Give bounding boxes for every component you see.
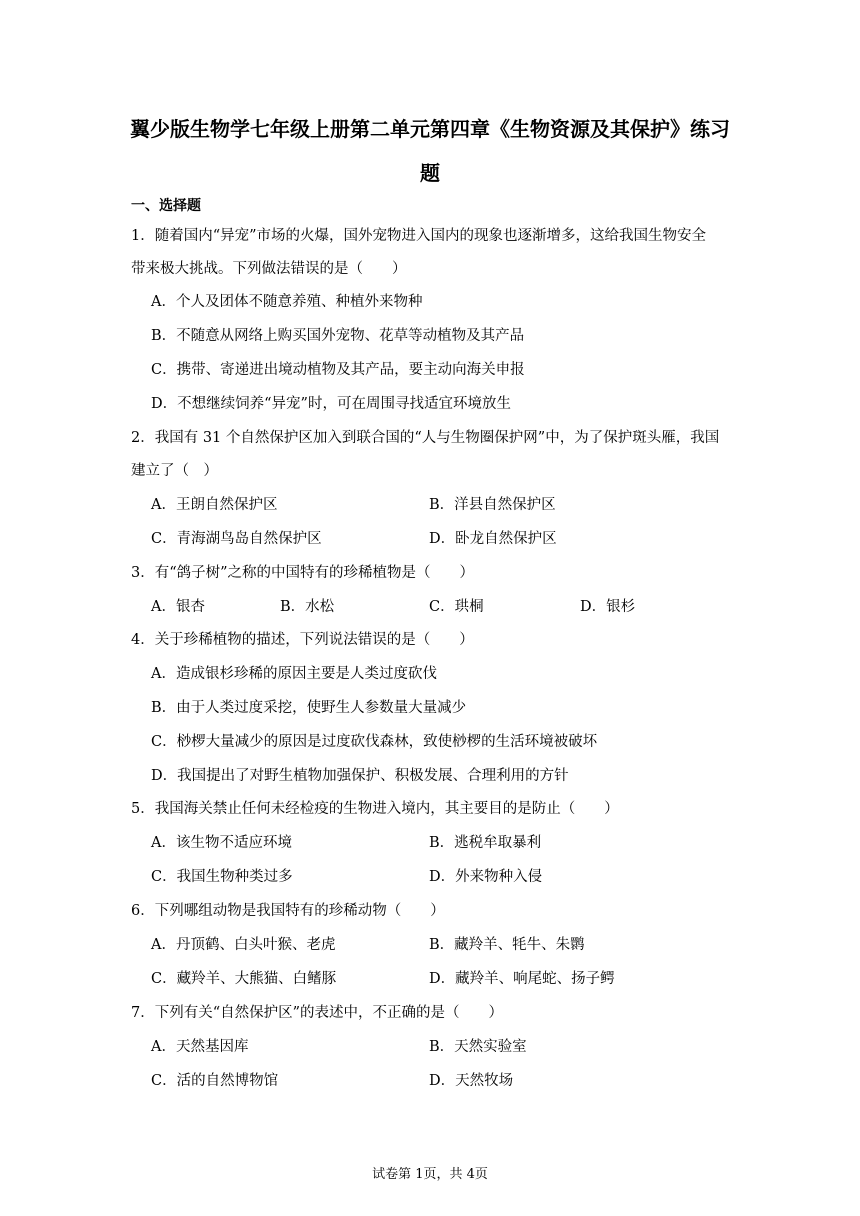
question-3-option-b: B．水松 [280, 599, 335, 615]
question-7-option-a: A．天然基因库 [151, 1039, 249, 1055]
question-2-option-a: A．王朗自然保护区 [151, 497, 278, 513]
question-2-stem-line-2: 建立了（ ） [131, 463, 218, 479]
question-4-option-b: B．由于人类过度采挖，使野生人参数量大量减少 [151, 700, 467, 716]
question-5-option-c: C．我国生物种类过多 [151, 869, 293, 885]
question-3-option-a: A．银杏 [151, 599, 205, 615]
question-1-option-b: B．不随意从网络上购买国外宠物、花草等动植物及其产品 [151, 328, 525, 344]
question-1-stem-line-2: 带来极大挑战。下列做法错误的是（ ） [131, 261, 407, 277]
question-4-option-d: D．我国提出了对野生植物加强保护、积极发展、合理利用的方针 [151, 768, 569, 784]
question-3-option-d: D．银杉 [580, 599, 636, 615]
document-title-line-1: 翼少版生物学七年级上册第二单元第四章《生物资源及其保护》练习 [130, 117, 730, 141]
question-6-stem: 6．下列哪组动物是我国特有的珍稀动物（ ） [131, 903, 445, 919]
question-5-stem: 5．我国海关禁止任何未经检疫的生物进入境内，其主要目的是防止（ ） [131, 801, 619, 817]
question-7-option-b: B．天然实验室 [429, 1039, 527, 1055]
question-1-option-a: A．个人及团体不随意养殖、种植外来物种 [151, 294, 423, 310]
question-4-stem: 4．关于珍稀植物的描述，下列说法错误的是（ ） [131, 632, 474, 648]
question-7-stem: 7．下列有关“自然保护区”的表述中，不正确的是（ ） [131, 1005, 504, 1021]
question-3-stem: 3．有“鸽子树”之称的中国特有的珍稀植物是（ ） [131, 565, 475, 581]
question-3-option-c: C．珙桐 [429, 599, 484, 615]
question-7-option-c: C．活的自然博物馆 [151, 1073, 279, 1089]
question-6-option-b: B．藏羚羊、牦牛、朱鹮 [429, 937, 585, 953]
question-5-option-b: B．逃税牟取暴利 [429, 835, 542, 851]
page-footer: 试卷第 1页，共 4页 [372, 1167, 488, 1182]
question-4-option-c: C．桫椤大量减少的原因是过度砍伐森林，致使桫椤的生活环境被破坏 [151, 734, 598, 750]
question-6-option-d: D．藏羚羊、响尾蛇、扬子鳄 [429, 971, 615, 987]
question-2-option-b: B．洋县自然保护区 [429, 497, 556, 513]
question-6-option-a: A．丹顶鹤、白头叶猴、老虎 [151, 937, 336, 953]
question-6-option-c: C．藏羚羊、大熊猫、白鳍豚 [151, 971, 337, 987]
question-5-option-a: A．该生物不适应环境 [151, 835, 292, 851]
question-1-option-c: C．携带、寄递进出境动植物及其产品，要主动向海关申报 [151, 362, 525, 378]
question-2-option-c: C．青海湖鸟岛自然保护区 [151, 531, 322, 547]
question-1-stem-line-1: 1．随着国内“异宠”市场的火爆，国外宠物进入国内的现象也逐渐增多，这给我国生物安全 [131, 228, 707, 244]
question-1-option-d: D．不想继续饲养“异宠”时，可在周围寻找适宜环境放生 [151, 396, 511, 412]
section-heading: 一、选择题 [131, 198, 201, 214]
question-5-option-d: D．外来物种入侵 [429, 869, 543, 885]
question-2-stem-line-1: 2．我国有 31 个自然保护区加入到联合国的“人与生物圈保护网”中，为了保护斑头雁，我国 [131, 430, 720, 446]
question-2-option-d: D．卧龙自然保护区 [429, 531, 557, 547]
question-7-option-d: D．天然牧场 [429, 1073, 514, 1089]
document-title-line-2: 题 [420, 161, 440, 185]
question-4-option-a: A．造成银杉珍稀的原因主要是人类过度砍伐 [151, 666, 437, 682]
